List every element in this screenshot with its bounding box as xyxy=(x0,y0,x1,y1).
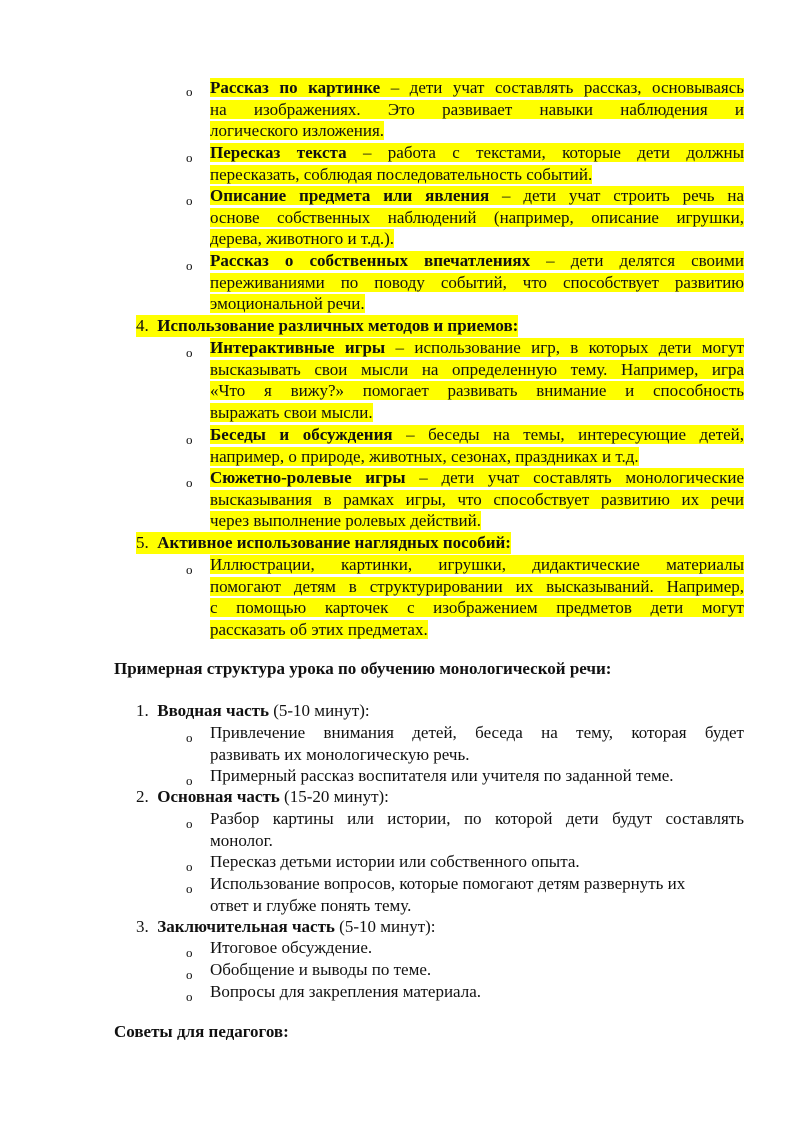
list-title: Использование различных методов и приемов: xyxy=(157,316,519,335)
list-title: Основная часть xyxy=(157,787,280,806)
list-number: 2. Основная часть (15-20 минут): xyxy=(136,787,389,806)
bullet-marker: o xyxy=(186,345,193,360)
item-title: Рассказ по картинке xyxy=(210,78,381,97)
item-title: Сюжетно-ролевые игры xyxy=(210,468,406,487)
bullet-marker: o xyxy=(186,967,193,982)
list-item: Рассказ по картинке – дети учат составлять рассказ, основываясь на изображениях. Это развивает навыки наблюдения и логического изложения. xyxy=(210,78,745,141)
list-number: 1. Вводная часть (5-10 минут): xyxy=(136,701,370,720)
bullet-marker: o xyxy=(186,945,193,960)
section-heading: Примерная структура урока по обучению монологической речи: xyxy=(114,659,612,678)
bullet-marker: o xyxy=(186,730,193,745)
bullet-marker: o xyxy=(186,773,193,788)
item-title: Интерактивные игры xyxy=(210,338,386,357)
list-item: Интерактивные игры – использование игр, в которых дети могут высказывать свои мысли на определенную тему. Например, игра «Что я вижу?» помогает развивать внимание и способность выражать свои мысли. xyxy=(210,338,744,422)
list-item: Обобщение и выводы по теме. xyxy=(210,960,432,979)
list-item: Вопросы для закрепления материала. xyxy=(210,982,482,1001)
list-title: Заключительная часть xyxy=(157,917,335,936)
list-number: 5. Активное использование наглядных пособий: xyxy=(136,533,511,552)
bullet-marker: o xyxy=(186,989,193,1004)
list-item: Пересказ текста – работа с текстами, которые дети должны пересказать, соблюдая последовательность событий. xyxy=(210,143,744,184)
section-heading: Советы для педагогов: xyxy=(114,1022,289,1041)
bullet-marker: o xyxy=(186,84,193,99)
bullet-marker: o xyxy=(186,432,193,447)
bullet-marker: o xyxy=(186,258,193,273)
list-item: Разбор картины или истории, по которой дети будут составлять монолог. xyxy=(210,809,744,850)
list-title: Активное использование наглядных пособий: xyxy=(157,533,511,552)
list-item: Пересказ детьми истории или собственного опыта. xyxy=(210,852,580,871)
list-item: Использование вопросов, которые помогают детям развернуть их ответ и глубже понять тему. xyxy=(210,874,686,915)
bullet-marker: o xyxy=(186,562,193,577)
item-title: Беседы и обсуждения xyxy=(210,425,393,444)
item-title: Пересказ текста xyxy=(210,143,347,162)
list-title: Вводная часть xyxy=(157,701,269,720)
item-title: Описание предмета или явления xyxy=(210,186,490,205)
list-item: Беседы и обсуждения – беседы на темы, интересующие детей, например, о природе, животных, сезонах, праздниках и т.д. xyxy=(210,425,745,466)
bullet-marker: o xyxy=(186,475,193,490)
list-number: 4. Использование различных методов и приемов: xyxy=(136,316,519,335)
list-number: 3. Заключительная часть (5-10 минут): xyxy=(136,917,436,936)
list-item: Сюжетно-ролевые игры – дети учат составлять монологические высказывания в рамках игры, что способствует развитию их речи через выполнение ролевых действий. xyxy=(210,468,744,531)
bullet-marker: o xyxy=(186,816,193,831)
list-item: Итоговое обсуждение. xyxy=(210,938,373,957)
bullet-marker: o xyxy=(186,193,193,208)
bullet-marker: o xyxy=(186,150,193,165)
list-item: Примерный рассказ воспитателя или учителя по заданной теме. xyxy=(210,766,674,785)
list-item: Рассказ о собственных впечатлениях – дети делятся своими переживаниями по поводу событий, что способствует развитию эмоциональной речи. xyxy=(210,251,744,314)
list-item: Иллюстрации, картинки, игрушки, дидактические материалы помогают детям в структурировании их высказываний. Например, с помощью карточек с изображением предметов дети могут рассказать об этих предметах. xyxy=(210,555,744,639)
bullet-marker: o xyxy=(186,881,193,896)
list-item: Описание предмета или явления – дети учат строить речь на основе собственных наблюдений (например, описание игрушки, дерева, животного и т.д.). xyxy=(210,186,744,249)
list-item: Привлечение внимания детей, беседа на тему, которая будет развивать их монологическую речь. xyxy=(210,723,744,764)
item-title: Рассказ о собственных впечатлениях xyxy=(210,251,531,270)
bullet-marker: o xyxy=(186,859,193,874)
